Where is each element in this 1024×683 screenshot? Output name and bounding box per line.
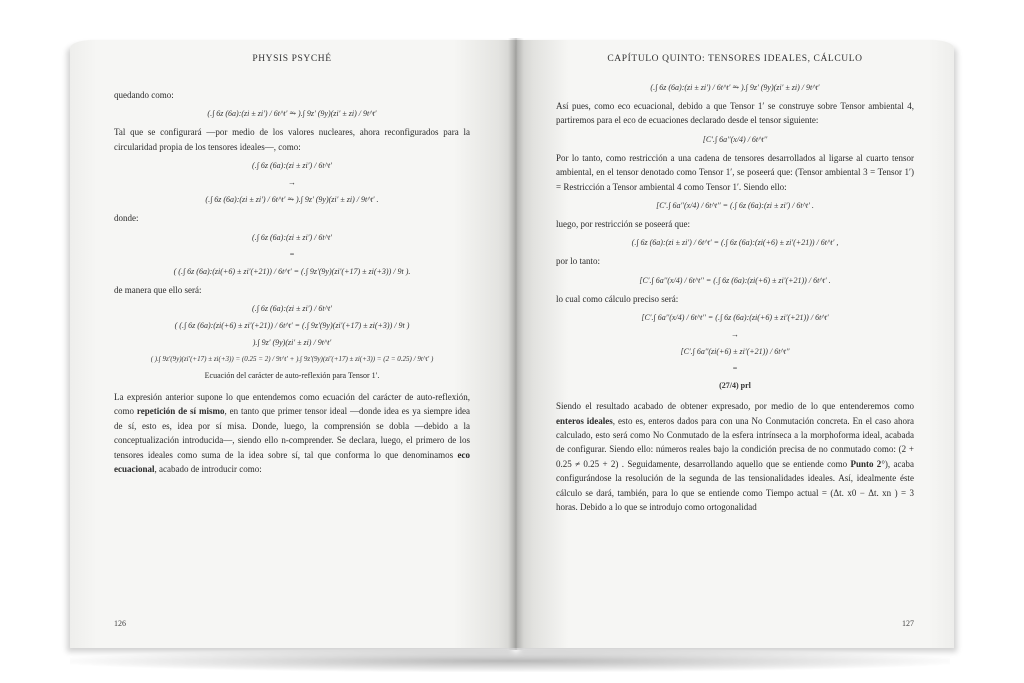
right-page <box>516 40 954 648</box>
right-equation-3: [C′.∫ 6a′′(x/4) / 6t^t′′ = (.∫ 6z (6a):(zi ± zi′) / 6t^t′ . <box>656 201 814 211</box>
right-equation-5: [C′.∫ 6a′′(x/4) / 6t^t′′ = (.∫ 6z (6a):(zi(+6) ± zi′(+21)) / 6t^t′ . <box>639 275 831 285</box>
left-p5-text-c: , en tanto que primer tensor ideal —donde idea es ya siempre idea de sí, esto es, idea por sí misa. Donde, luego, la comprensión se dobla —debido a la conceptualización introducida—, siendo ello n-comprender. Se declara, luego, el primero de los tensores ideales como suma de la idea sobre sí, tal que conforma lo que denominamos <box>114 406 470 460</box>
left-equation-caption: Ecuación del carácter de auto-reflexión para Tensor 1′. <box>204 371 380 381</box>
left-equation-1: (.∫ 6z (6a):(zi ± zi′) / 6t^t′ ⥲ ).∫ 9z′ (9y)(zi′ ± zi) / 9t^t′ <box>207 109 377 119</box>
right-p6-text-a: Siendo el resultado acabado de obtener expresado, por medio de lo que entenderemos como <box>556 401 914 412</box>
left-p5-text-e: , acabado de introducir como: <box>154 464 262 475</box>
left-arrow: → <box>288 178 296 188</box>
right-result: (27/4) prl <box>719 381 751 391</box>
right-paragraph-6 <box>556 399 914 514</box>
right-paragraph-3: luego, por restricción se poseerá que: <box>556 219 690 230</box>
right-equals: = <box>732 364 738 374</box>
right-paragraph-1: Así pues, como eco ecuacional, debido a que Tensor 1′ se construye sobre Tensor ambiental 4, partiremos para el eco de ecuaciones declarado desde el tensor siguiente: <box>556 101 914 126</box>
right-paragraph-4: por lo tanto: <box>556 256 600 267</box>
right-p6-text-e: °), acaba configurándose la resolución de la segunda de las tensionalidades ideales. Así, idealmente éste cálculo se dará, también, para lo que se entiende como Tiempo actual = (Δt. x0 − Δt. xn ) = 3 horas. Debido a lo que se introdujo como ortogonalidad <box>556 458 914 513</box>
left-equation-4c: ).∫ 9z′ (9y)(zi′ ± zi) / 9t^t′ <box>252 338 332 348</box>
left-paragraph-2: Tal que se configurará —por medio de los valores nucleares, ahora reconfigurados para la circularidad propia de los tensores ideales—, como: <box>114 127 470 152</box>
left-equation-2b: (.∫ 6z (6a):(zi ± zi′) / 6t^t′ ⥲ ).∫ 9z′ (9y)(zi′ ± zi) / 9t^t′ . <box>205 195 379 205</box>
left-page <box>70 40 516 648</box>
left-paragraph-5 <box>114 390 470 476</box>
right-equation-1: (.∫ 6z (6a):(zi ± zi′) / 6t^t′ ⥲ ).∫ 9z′ (9y)(zi′ ± zi) / 9t^t′ <box>650 83 820 92</box>
right-paragraph-2: Por lo tanto, como restricción a una cadena de tensores desarrollados al ligarse al cuarto tensor ambiental, en el tensor denotado como Tensor 1′, se poseerá que: (Tensor ambiental 3 = Tensor 1′) = Restricción a Tensor ambiental 4 como Tensor 1′. Siendo ello: <box>556 152 914 192</box>
right-equation-6a: [C′.∫ 6a′′(x/4) / 6t^t′′ = (.∫ 6z (6a):(zi(+6) ± zi′(+21)) / 6t^t′ <box>641 313 829 323</box>
left-paragraph-1: quedando como: <box>114 90 174 100</box>
left-equals-1: = <box>289 249 295 259</box>
left-equation-4b: ( (.∫ 6z (6a):(zi(+6) ± zi′(+21)) / 6t^t′ = (.∫ 9z′(9y)(zi′(+17) ± zi(+3)) / 9t ) <box>174 321 410 331</box>
right-page-number: 127 <box>902 619 914 628</box>
right-p6-bold-punto: Punto 2 <box>850 458 882 469</box>
right-arrow: → <box>731 330 739 340</box>
book-shadow <box>70 650 950 672</box>
left-paragraph-3: donde: <box>114 213 139 224</box>
left-page-number: 126 <box>114 619 126 628</box>
right-equation-6b: [C′.∫ 6a′′(zi(+6) ± zi′(+21)) / 6t^t′′ <box>680 347 790 357</box>
right-equation-2: [C′.∫ 6a′′(x/4) / 6t^t′′ <box>702 134 768 144</box>
left-equation-4a: (.∫ 6z (6a):(zi ± zi′) / 6t^t′ <box>252 304 332 314</box>
right-paragraph-5: lo cual como cálculo preciso será: <box>556 293 679 304</box>
book-spine <box>508 38 524 650</box>
left-p5-bold-eco: eco ecuacional <box>114 449 470 475</box>
left-equation-3a: (.∫ 6z (6a):(zi ± zi′) / 6t^t′ <box>252 232 332 242</box>
left-paragraph-4: de manera que ello será: <box>114 284 202 295</box>
left-equation-4d: ( ).∫ 9z′(9y)(zi′(+17) ± zi(+3)) = (0.25 = 2) / 9t^t′ + ).∫ 9z′(9y)(zi′(+17) ± zi(+3)) = (2 = 0.25) / 9t^t′ ) <box>150 355 434 364</box>
right-running-head: CAPÍTULO QUINTO: TENSORES IDEALES, CÁLCULO <box>607 54 863 64</box>
left-equation-2a: (.∫ 6z (6a):(zi ± zi′) / 6t^t′ <box>252 161 332 171</box>
right-p6-text-c: , esto es, enteros dados para con una No Conmutación concreta. En el caso ahora calculado, esto será como No Conmutado de la esfera intrínseca a la morphoforma ideal, acabada de configurar. Siendo ello: números reales bajo la condición precisa de no conmutado como: (2 + 0.25 ≠ 0.25 + 2) . Seguidamente, desarrollando aquello que se entiende como <box>556 415 914 469</box>
left-equation-3b: ( (.∫ 6z (6a):(zi(+6) ± zi′(+21)) / 6t^t′ = (.∫ 9z′(9y)(zi′(+17) ± zi(+3)) / 9t ). <box>173 266 411 276</box>
right-p6-bold-enteros: enteros ideales <box>556 415 613 426</box>
right-equation-4: (.∫ 6z (6a):(zi ± zi′) / 6t^t′ = (.∫ 6z (6a):(zi(+6) ± zi′(+21)) / 6t^t′ , <box>631 238 839 248</box>
left-p5-text-a: La expresión anterior supone lo que entendemos como ecuación del carácter de auto-reflexión, como <box>114 392 470 417</box>
left-p5-bold-repeticion: repetición de sí mismo <box>136 406 225 417</box>
left-running-head: PHYSIS PSYCHÉ <box>252 54 332 64</box>
